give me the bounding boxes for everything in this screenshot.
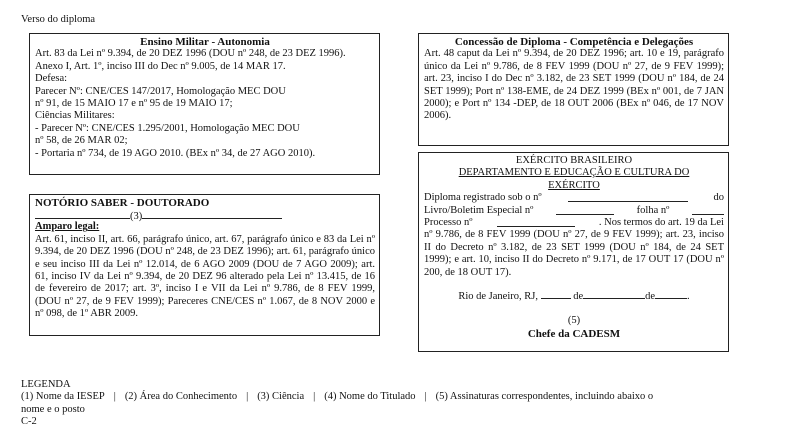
page-code: C-2 xyxy=(21,416,37,428)
folha-blank[interactable] xyxy=(692,205,724,215)
ensino-line: Anexo I, Art. 1º, inciso III do Dec nº 9.005, de 14 MAR 17. xyxy=(35,60,286,72)
livro-label: Livro/Boletim Especial nº xyxy=(424,204,534,216)
legend-item: (1) Nome da IESEP xyxy=(21,391,105,403)
legend-items xyxy=(21,391,781,403)
ensino-line: - Portaria nº 734, de 19 AGO 2010. (BEx nº 34, de 27 AGO 2010). xyxy=(35,147,316,159)
registro-do: do xyxy=(713,192,724,204)
amparo-label: Amparo legal: xyxy=(35,221,100,233)
notorio-title: NOTÓRIO SABER - DOUTORADO xyxy=(35,197,210,209)
processo-blank[interactable] xyxy=(497,217,575,227)
registro-label: Diploma registrado sob o nº xyxy=(424,192,542,204)
ensino-line: nº 58, de 26 MAR 02; xyxy=(35,135,128,147)
month-blank[interactable] xyxy=(583,289,645,299)
registro-line xyxy=(424,192,724,204)
notorio-saber-box xyxy=(29,194,380,336)
ciencia-blank-left xyxy=(35,209,130,219)
day-blank[interactable] xyxy=(541,289,571,299)
exercito-line1: EXÉRCITO BRASILEIRO xyxy=(515,155,633,166)
ensino-militar-box xyxy=(29,33,380,175)
legend-line2: nome e o posto xyxy=(21,403,85,415)
exercito-box xyxy=(418,152,729,352)
verso-label: Verso do diploma xyxy=(21,14,96,25)
concessao-text: Art. 48 caput da Lei nº 9.394, de 20 DEZ 1996; art. 10 e 19, parágrafo único da Lei nº 9.786, de 8 FEV 1999 (DOU nº 27, de 9 FEV 1999); art. 23, inciso I do Dec nº 3.182, de 23 SET 1999 (DOU nº 184, de 24 SET 1999); Port nº 138-EME, de 24 DEZ 1999 (BEx nº 001, de 7 JAN 2000); e Port nº 134 -DEP, de 18 OUT 2006 (BEx nº 046, de 17 NOV 2006). xyxy=(424,48,724,122)
processo-text: . Nos termos do art. 19 da Lei xyxy=(598,217,724,229)
ensino-line: - Parecer Nº: CNE/CES 1.295/2001, Homologação MEC DOU xyxy=(35,122,300,134)
processo-label: Processo nº xyxy=(424,217,473,229)
ensino-line: nº 91, de 15 MAIO 17 e nº 95 de 19 MAIO 17; xyxy=(35,98,233,110)
processo-line xyxy=(424,217,724,229)
concessao-title: Concessão de Diploma - Competência e Delegações xyxy=(454,36,694,48)
legend-separator: | xyxy=(424,391,427,403)
ensino-line: Art. 83 da Lei nº 9.394, de 20 DEZ 1996 (DOU nº 248, de 23 DEZ 1996). xyxy=(35,48,346,60)
legend-title: LEGENDA xyxy=(21,379,71,390)
legend-separator: | xyxy=(113,391,116,403)
livro-line xyxy=(424,205,724,217)
registro-blank[interactable] xyxy=(568,192,688,202)
de-label-2: de xyxy=(645,291,656,303)
legend-item: (2) Área do Conhecimento xyxy=(124,391,238,403)
concessao-box xyxy=(418,33,729,146)
exercito-line3: EXÉRCITO xyxy=(548,179,600,191)
folha-label: folha nº xyxy=(636,204,670,216)
place-label: Rio de Janeiro, RJ, xyxy=(458,291,538,303)
ciencia-field xyxy=(35,209,375,221)
year-blank[interactable] xyxy=(655,289,687,299)
notorio-text: Art. 61, inciso II, art. 66, parágrafo único, art. 67, parágrafo único e 83 da Lei nº 9.394, de 20 DEZ 1996 (DOU nº 248, de 23 DEZ 1996); art. 61, parágrafo único e seu inciso III da Lei nº 12.014, de 6 AGO 2009 (DOU de 7 AGO 2009); art. 61, inciso IV da Lei nº 9.394, de 20 DEZ 96 alterado pela Lei nº 13.415, de 16 de fevereiro de 2017; art. 3º, inciso I e VII da Lei nº 9.786, de 8 FEV 1999, (DOU nº 27, de 9 FEV 1999); Pareceres CNE/CES nº 1.067, de 8 NOV 2000 e nº 098, de 1º ABR 2009. xyxy=(35,233,375,320)
livro-blank[interactable] xyxy=(556,205,614,215)
signature-mark: (5) xyxy=(567,315,581,327)
ensino-line: Parecer Nº: CNE/CES 147/2017, Homologação MEC DOU xyxy=(35,85,286,97)
ciencia-mark: (3) xyxy=(130,211,143,223)
legend-item: (3) Ciência xyxy=(257,391,305,403)
legend-item: (4) Nome do Titulado xyxy=(324,391,416,403)
ensino-militar-title: Ensino Militar - Autonomia xyxy=(140,36,270,48)
exercito-line2: DEPARTAMENTO E EDUCAÇÃO E CULTURA DO xyxy=(458,167,690,179)
chefe-label: Chefe da CADESM xyxy=(527,327,621,340)
de-label-1: de xyxy=(573,291,584,303)
legend-separator: | xyxy=(246,391,249,403)
ensino-line: Ciências Militares: xyxy=(35,110,115,122)
legend xyxy=(21,379,781,429)
legend-item: (5) Assinaturas correspondentes, incluindo abaixo o xyxy=(435,391,654,403)
exercito-text: nº 9.786, de 8 FEV 1999 (DOU nº 27, de 9 FEV 1999); art. 23, inciso II do Decreto nº 3.182, de 23 SET 1999 (DOU nº 184, de 24 SET 1999); e art. 10, inciso II do Decreto nº 9.171, de 17 OUT 17 (DOU nº 200, de 18 OUT 17). xyxy=(424,229,724,278)
ciencia-blank-right xyxy=(142,209,282,219)
ensino-line: Defesa: xyxy=(35,73,68,85)
legend-separator: | xyxy=(313,391,316,403)
date-line: Rio de Janeiro, RJ, de de . xyxy=(458,291,690,303)
